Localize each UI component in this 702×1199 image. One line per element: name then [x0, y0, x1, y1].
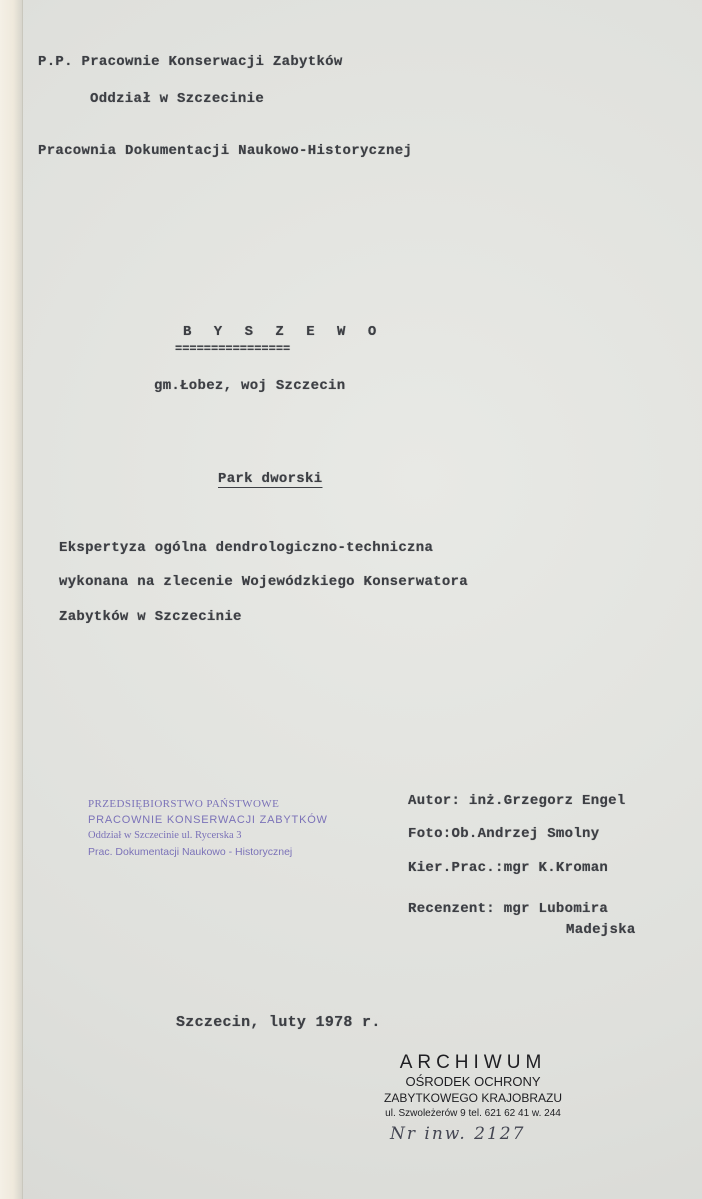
page-left-edge	[0, 0, 23, 1199]
header-department: Pracownia Dokumentacji Naukowo-Historycznej	[38, 143, 413, 159]
header-branch: Oddział w Szczecinie	[90, 91, 265, 107]
institution-stamp	[88, 796, 328, 860]
stamp-line-3: Oddział w Szczecinie ul. Rycerska 3	[88, 830, 242, 841]
archive-line-3: ZABYTKOWEGO KRAJOBRAZU	[383, 1091, 563, 1105]
description-line-3: Zabytków w Szczecinie	[59, 609, 242, 625]
archive-title: ARCHIWUM	[399, 1052, 547, 1073]
stamp-line-2: PRACOWNIE KONSERWACJI ZABYTKÓW	[88, 814, 328, 826]
title-location: gm.Łobez, woj Szczecin	[154, 378, 346, 394]
credit-photo: Foto:Ob.Andrzej Smolny	[408, 826, 600, 842]
place-date: Szczecin, luty 1978 r.	[176, 1014, 381, 1031]
stamp-line-4: Prac. Dokumentacji Naukowo - Historycznej	[88, 846, 293, 858]
description-line-2: wykonana na zlecenie Wojewódzkiego Konserwatora	[59, 574, 468, 590]
credit-reviewer: Recenzent: mgr Lubomira	[408, 901, 609, 917]
credit-reviewer-name: Madejska	[566, 922, 636, 938]
archive-line-2: OŚRODEK OCHRONY	[405, 1074, 541, 1089]
document-subject: Park dworski	[218, 471, 323, 487]
credit-author: Autor: inż.Grzegorz Engel	[408, 793, 626, 809]
inventory-number: Nr inw. 2127	[390, 1124, 526, 1144]
archive-address: ul. Szwoleżerów 9 tel. 621 62 41 w. 244	[385, 1108, 561, 1119]
header-institution: P.P. Pracownie Konserwacji Zabytków	[38, 54, 343, 70]
credit-manager: Kier.Prac.:mgr K.Kroman	[408, 860, 609, 876]
archive-stamp	[368, 1052, 578, 1121]
title-underline: ================	[175, 342, 291, 356]
document-title: B Y S Z E W O	[183, 324, 384, 340]
description-line-1: Ekspertyza ogólna dendrologiczno-techniczna	[59, 540, 434, 556]
stamp-line-1: PRZEDSIĘBIORSTWO PAŃSTWOWE	[88, 798, 280, 810]
